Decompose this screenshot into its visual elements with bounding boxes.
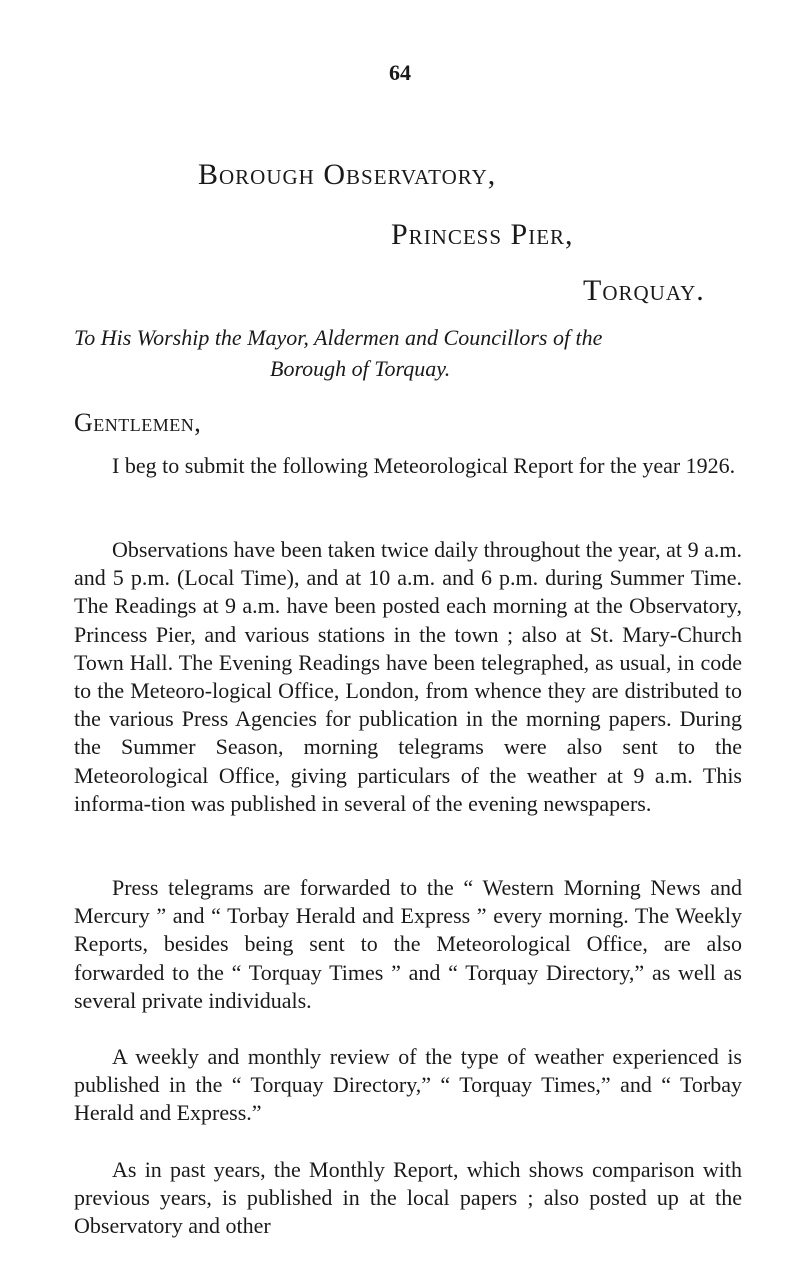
- salutation-address: [74, 322, 742, 384]
- paragraph-intro: I beg to submit the following Meteorological Report for the year 1926.: [112, 453, 736, 478]
- address-line-observatory: Borough Observatory,: [198, 158, 497, 191]
- address-line-town: Torquay.: [583, 274, 705, 307]
- paragraph-weekly-review: A weekly and monthly review of the type of weather experienced is published in the “ Torquay Directory,” “ Torquay Times,” and “ Torbay Herald and Express.”: [74, 1044, 742, 1126]
- salutation-line-1: To His Worship the Mayor, Aldermen and Councillors of the: [74, 325, 603, 350]
- greeting: Gentlemen,: [74, 408, 202, 437]
- address-line-pier: Princess Pier,: [391, 218, 574, 251]
- paragraph-observations: Observations have been taken twice daily throughout the year, at 9 a.m. and 5 p.m. (Local Time), and at 10 a.m. and 6 p.m. during Summer Time. The Readings at 9 a.m. have been posted each morning at the Observatory, Princess Pier, and various stations in the town ; also at St. Mary-Church Town Hall. The Evening Readings have been telegraphed, as usual, in code to the Meteoro-logical Office, London, from whence they are distributed to the various Press Agencies for publication in the morning papers. During the Summer Season, morning telegrams were also sent to the Meteorological Office, giving particulars of the weather at 9 a.m. This informa-tion was published in several of the evening newspapers.: [74, 537, 742, 816]
- page-number: 64: [389, 60, 411, 85]
- paragraph-monthly-report: As in past years, the Monthly Report, which shows comparison with previous years, is published in the local papers ; also posted up at the Observatory and other: [74, 1157, 742, 1239]
- paragraph-press-telegrams: Press telegrams are forwarded to the “ Western Morning News and Mercury ” and “ Torbay Herald and Express ” every morning. The Weekly Reports, besides being sent to the Meteorological Office, are also forwarded to the “ Torquay Times ” and “ Torquay Directory,” as well as several private individuals.: [74, 875, 742, 1013]
- salutation-line-2: Borough of Torquay.: [270, 356, 451, 381]
